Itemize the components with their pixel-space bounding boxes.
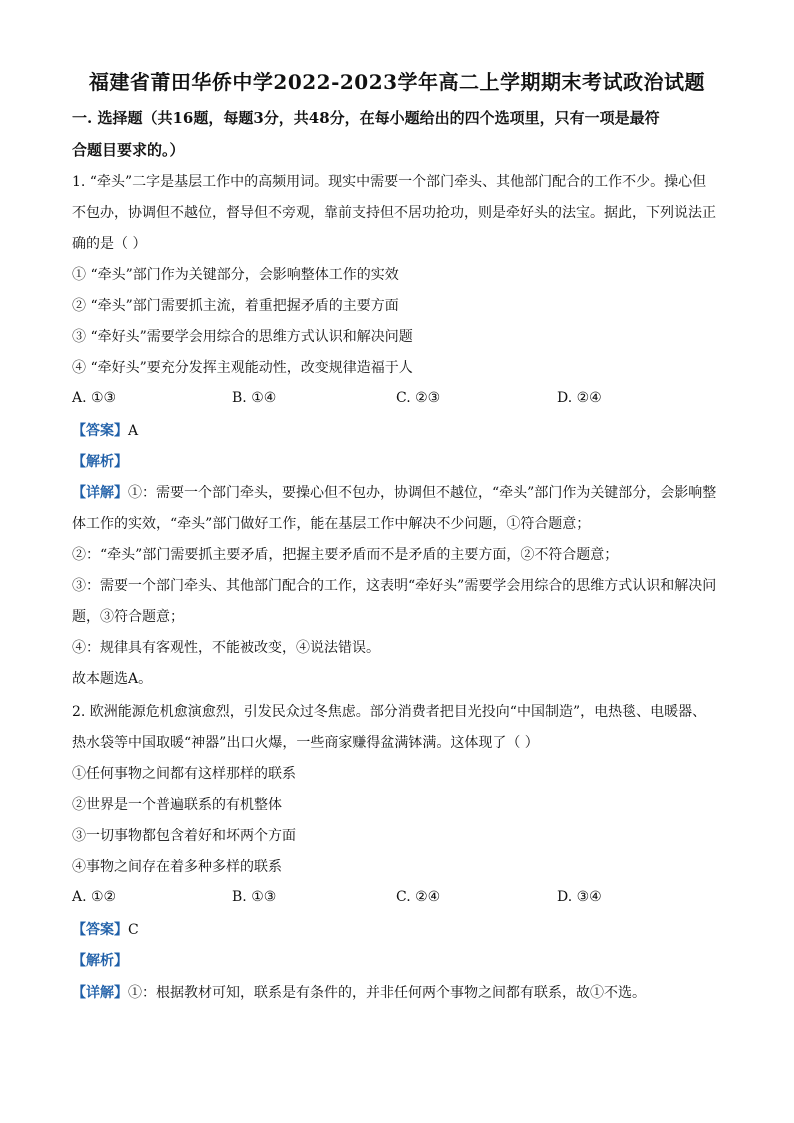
q2-option-4: ④事物之间存在着多种多样的联系 bbox=[72, 859, 282, 875]
q2-stem-line-2: 热水袋等中国取暖“神器”出口火爆，一些商家赚得盆满钵满。这体现了（ ） bbox=[72, 735, 539, 751]
q2-analysis-tag: 【解析】 bbox=[72, 953, 128, 969]
q1-detail-text-1: ①：需要一个部门牵头，要操心但不包办，协调但不越位，“牵头”部门作为关键部分，会影响整 bbox=[128, 485, 717, 501]
q1-option-3: ③ “牵好头”需要学会用综合的思维方式认识和解决问题 bbox=[72, 329, 413, 345]
q2-answer-line bbox=[72, 920, 732, 940]
q1-stem-line-1: 1. “牵头”二字是基层工作中的高频用词。现实中需要一个部门牵头、其他部门配合的工作不少。操心但 bbox=[72, 174, 707, 190]
q1-detail-line-2: 体工作的实效，“牵头”部门做好工作，能在基层工作中解决不少问题，①符合题意； bbox=[72, 516, 591, 532]
q2-stem-line-1: 2. 欧洲能源危机愈演愈烈，引发民众过冬焦虑。部分消费者把目光投向“中国制造”，电热毯、电暖器、 bbox=[72, 704, 707, 720]
q2-answer-tag: 【答案】 bbox=[72, 922, 128, 938]
q1-detail-tag: 【详解】 bbox=[72, 485, 128, 501]
q2-option-2: ②世界是一个普遍联系的有机整体 bbox=[72, 797, 282, 813]
q2-option-1: ①任何事物之间都有这样那样的联系 bbox=[72, 766, 296, 782]
q2-detail-text-1: ①：根据教材可知，联系是有条件的，并非任何两个事物之间都有联系，故①不选。 bbox=[128, 985, 646, 1001]
q2-answer-value: C bbox=[128, 922, 139, 938]
q1-detail-line-6: ④：规律具有客观性，不能被改变，④说法错误。 bbox=[72, 640, 380, 656]
q1-detail-line-3: ②：“牵头”部门需要抓主要矛盾，把握主要矛盾而不是矛盾的主要方面，②不符合题意； bbox=[72, 547, 619, 563]
q1-detail-line-5: 题，③符合题意； bbox=[72, 609, 184, 625]
q2-detail-tag: 【详解】 bbox=[72, 985, 128, 1001]
q1-choice-a: A. ①③ bbox=[72, 390, 117, 406]
q2-option-3: ③一切事物都包含着好和坏两个方面 bbox=[72, 828, 296, 844]
q2-analysis-line bbox=[72, 951, 732, 971]
q1-analysis-tag: 【解析】 bbox=[72, 454, 128, 470]
q1-choice-b: B. ①④ bbox=[232, 390, 277, 406]
q1-answer-value: A bbox=[128, 423, 139, 439]
q1-detail-line-4: ③：需要一个部门牵头、其他部门配合的工作，这表明“牵好头”需要学会用综合的思维方式认识和解决问 bbox=[72, 578, 717, 594]
q1-stem-line-2: 不包办，协调但不越位，督导但不旁观，靠前支持但不居功抢功，则是牵好头的法宝。据此，下列说法正 bbox=[72, 205, 716, 221]
q2-choice-b: B. ①③ bbox=[232, 889, 277, 905]
q1-answer-tag: 【答案】 bbox=[72, 423, 128, 439]
q1-detail-line-1 bbox=[72, 483, 732, 503]
q1-answer-line bbox=[72, 421, 732, 441]
q2-choice-a: A. ①② bbox=[72, 889, 117, 905]
page-title: 福建省莆田华侨中学2022-2023学年高二上学期期末考试政治试题 bbox=[88, 70, 706, 94]
q1-option-2: ② “牵头”部门需要抓主流，着重把握矛盾的主要方面 bbox=[72, 298, 399, 314]
section-instructions-line-2: 合题目要求的。） bbox=[72, 141, 185, 159]
section-instructions-line-1: 一. 选择题（共16题，每题3分，共48分，在每小题给出的四个选项里，只有一项是最符 bbox=[72, 109, 660, 127]
q1-choice-c: C. ②③ bbox=[396, 390, 441, 406]
q2-detail-line-1 bbox=[72, 983, 732, 1003]
q1-conclusion: 故本题选A。 bbox=[72, 671, 153, 687]
q1-choice-d: D. ②④ bbox=[557, 390, 602, 406]
q1-analysis-line bbox=[72, 452, 732, 472]
q1-option-1: ① “牵头”部门作为关键部分，会影响整体工作的实效 bbox=[72, 267, 399, 283]
q2-choice-d: D. ③④ bbox=[557, 889, 602, 905]
q2-choice-c: C. ②④ bbox=[396, 889, 441, 905]
q1-option-4: ④ “牵好头”要充分发挥主观能动性，改变规律造福于人 bbox=[72, 360, 413, 376]
q1-stem-line-3: 确的是（ ） bbox=[72, 236, 147, 252]
